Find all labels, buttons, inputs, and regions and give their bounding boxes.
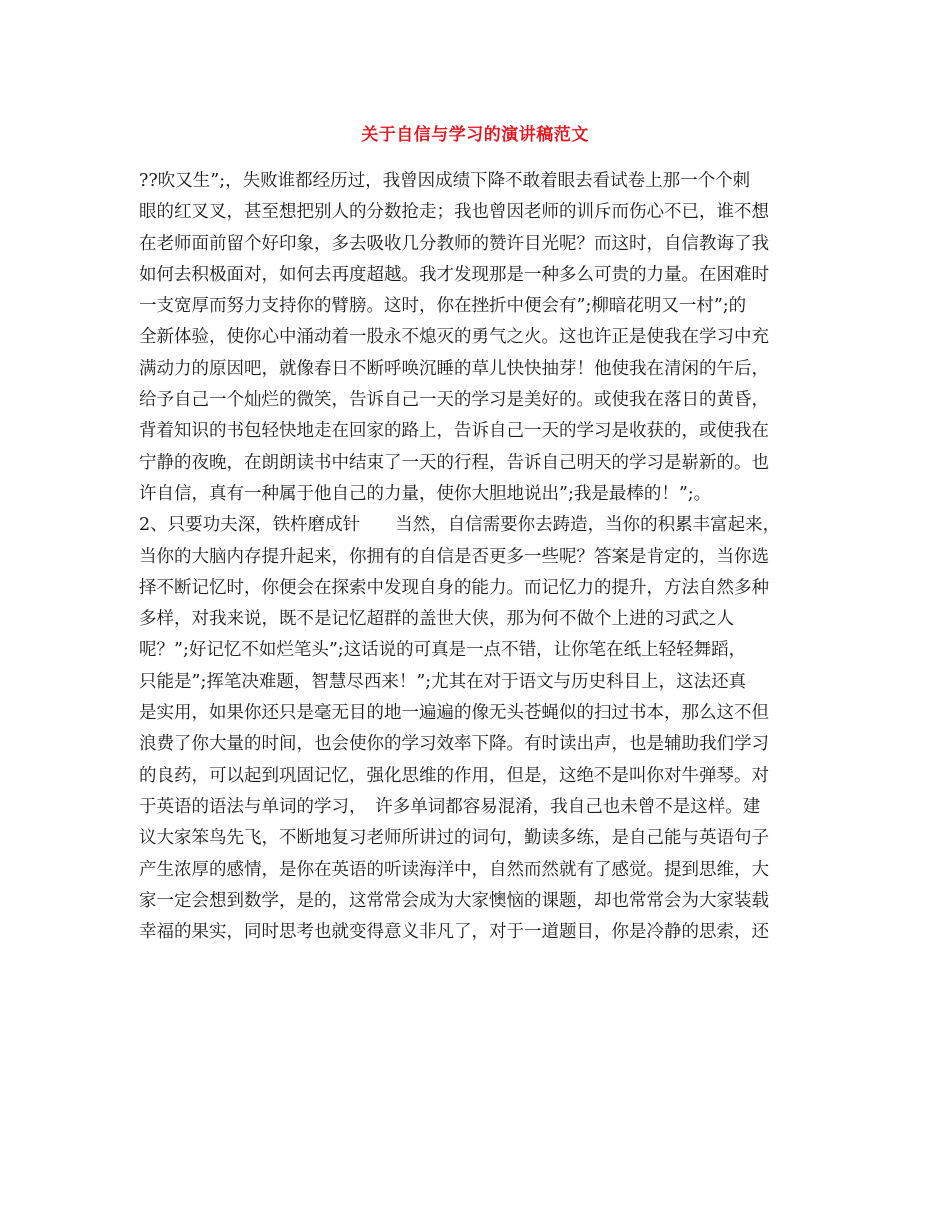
body-line: 于英语的语法与单词的学习， 许多单词都容易混淆，我自己也未曾不是这样。建: [139, 796, 761, 817]
body-line: 呢？”;好记忆不如烂笔头”;这话说的可真是一点不错，让你笔在纸上轻轻舞蹈，: [139, 640, 747, 661]
body-line: 给予自己一个灿烂的微笑，告诉自己一天的学习是美好的。或使我在落日的黄昏，: [139, 390, 769, 411]
body-line: 产生浓厚的感情，是你在英语的听读海洋中，自然而然就有了感觉。提到思维，大: [139, 859, 769, 880]
body-line: 幸福的果实，同时思考也就变得意义非凡了，对于一道题目，你是冷静的思索，还: [139, 922, 769, 943]
body-line: 满动力的原因吧，就像春日不断呼唤沉睡的草儿快快抽芽！他使我在清闲的午后，: [139, 358, 769, 379]
body-line: 如何去积极面对，如何去再度超越。我才发现那是一种多么可贵的力量。在困难时: [139, 264, 769, 285]
body-line: 家一定会想到数学，是的，这常常会成为大家懊恼的课题，却也常常会为大家装载: [139, 890, 769, 911]
body-line: 2、只要功夫深，铁杵磨成针 当然，自信需要你去踌造，当你的积累丰富起来，: [139, 515, 781, 536]
body-line: 多样，对我来说，既不是记忆超群的盖世大侠，那为何不做个上进的习武之人: [139, 609, 734, 630]
body-line: 在老师面前留个好印象，多去吸收几分教师的赞许目光呢？而这时，自信教诲了我: [139, 233, 769, 254]
body-line: 一支宽厚而努力支持你的臂膀。这时，你在挫折中便会有”;柳暗花明又一村”;的: [139, 296, 747, 317]
body-line: 择不断记忆时，你便会在探索中发现自身的能力。而记忆力的提升，方法自然多种: [139, 577, 769, 598]
document-title: 关于自信与学习的演讲稿范文: [361, 125, 589, 145]
body-line: 是实用，如果你还只是毫无目的地一遍遍的像无头苍蝇似的扫过书本，那么这不但: [139, 703, 769, 724]
body-line: 许自信，真有一种属于他自己的力量，使你大胆地说出”;我是最棒的！”;。: [139, 483, 712, 504]
body-line: 只能是”;挥笔决难题，智慧尽西来！”;尤其在对于语文与历史科目上，这法还真: [139, 671, 747, 692]
body-line: 眼的红叉叉，甚至想把别人的分数抢走；我也曾因老师的训斥而伤心不已，谁不想: [139, 202, 769, 223]
body-line: 议大家笨鸟先飞，不断地复习老师所讲过的词句，勤读多练，是自己能与英语句子: [139, 828, 769, 849]
body-line: 的良药，可以起到巩固记忆，强化思维的作用，但是，这绝不是叫你对牛弹琴。对: [139, 765, 769, 786]
document-body: [139, 166, 839, 948]
body-line: ??吹又生”;，失败谁都经历过，我曾因成绩下降不敢着眼去看试卷上那一个个刺: [139, 171, 751, 191]
body-line: 全新体验，使你心中涌动着一股永不熄灭的勇气之火。这也许正是使我在学习中充: [139, 327, 769, 348]
body-line: 浪费了你大量的时间，也会使你的学习效率下降。有时读出声，也是辅助我们学习: [139, 734, 769, 755]
body-line: 背着知识的书包轻快地走在回家的路上，告诉自己一天的学习是收获的，或使我在: [139, 421, 769, 442]
body-line: 宁静的夜晚，在朗朗读书中结束了一天的行程，告诉自己明天的学习是崭新的。也: [139, 452, 769, 473]
body-line: 当你的大脑内存提升起来，你拥有的自信是否更多一些呢？答案是肯定的，当你选: [139, 546, 769, 567]
